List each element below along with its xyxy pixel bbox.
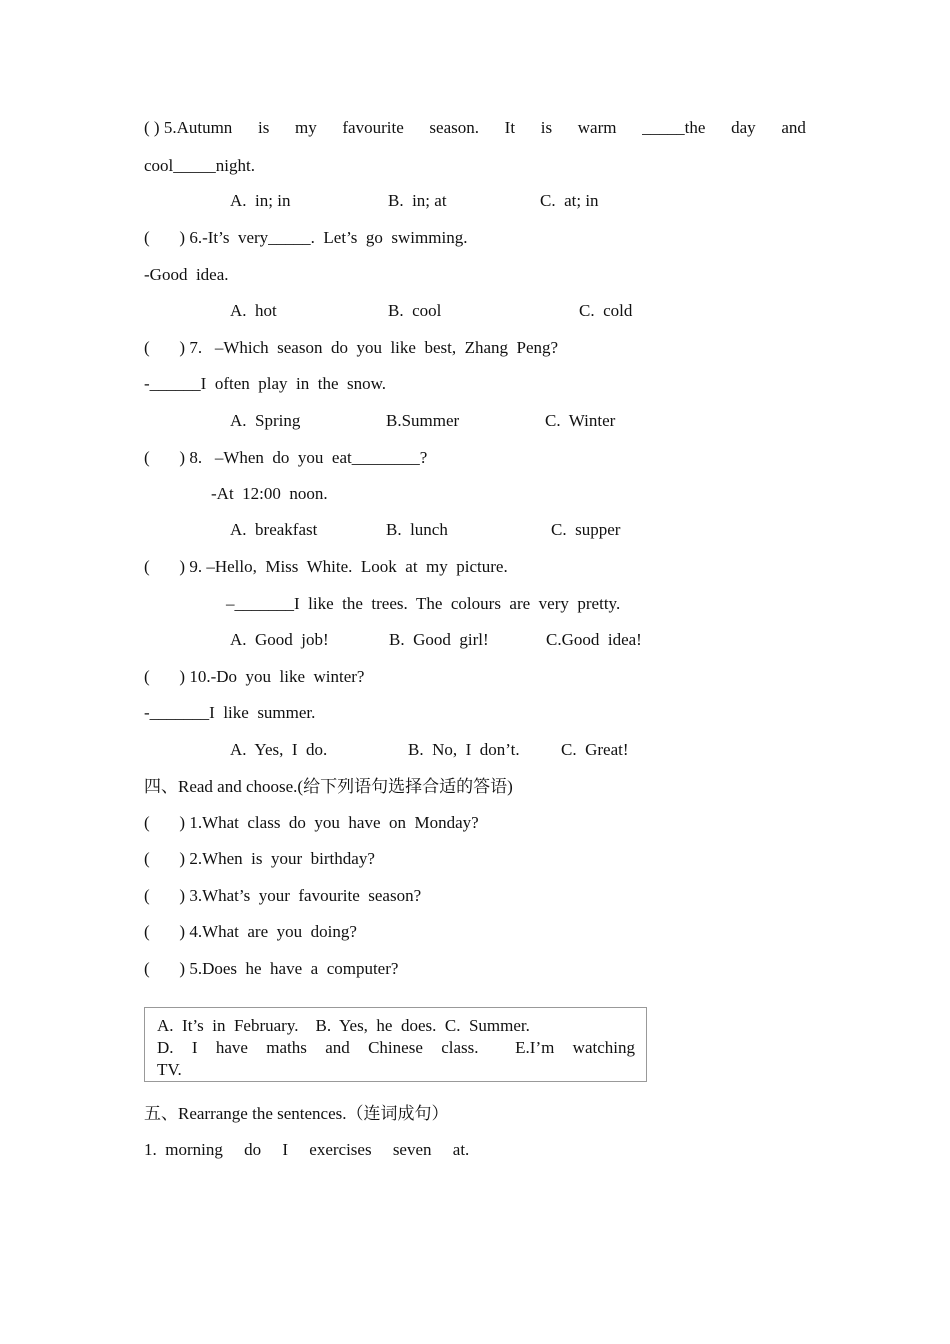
q8-option-b: B. lunch [386, 520, 448, 539]
q9-option-c: C.Good idea! [546, 630, 642, 649]
q10-line1: ( ) 10.-Do you like winter? [144, 667, 365, 686]
answer-box-line2-word: E.I’m [515, 1038, 555, 1057]
q8-line1: ( ) 8. –When do you eat________? [144, 448, 428, 467]
section5-heading: 五、Rearrange the sentences.（连词成句） [144, 1104, 449, 1123]
q5-line1-word: is [540, 118, 553, 137]
q7-line2: -______I often play in the snow. [144, 374, 387, 393]
q5-line1-word: is [257, 118, 270, 137]
q9-line1: ( ) 9. –Hello, Miss White. Look at my picture. [144, 557, 508, 576]
q9-option-a: A. Good job! [230, 630, 329, 649]
q7-line1: ( ) 7. –Which season do you like best, Zhang Peng? [144, 338, 559, 357]
s4-question-2: ( ) 2.When is your birthday? [144, 849, 375, 868]
q6-option-a: A. hot [230, 301, 277, 320]
q5-option-b: B. in; at [388, 191, 447, 210]
q6-option-c: C. cold [579, 301, 633, 320]
q6-line1: ( ) 6.-It’s very_____. Let’s go swimming. [144, 228, 468, 247]
answer-box-line2 [157, 1037, 635, 1059]
q10-option-a: A. Yes, I do. [230, 740, 328, 759]
q5-line1-word: season. [429, 118, 479, 137]
s4-question-3: ( ) 3.What’s your favourite season? [144, 886, 422, 905]
q10-option-c: C. Great! [561, 740, 629, 759]
answer-box-line2-word: have [215, 1038, 248, 1057]
answer-box-line1: A. It’s in February. B. Yes, he does. C. Summer. [157, 1016, 530, 1035]
s5-item-1: 1. morning do I exercises seven at. [144, 1140, 470, 1159]
q8-option-c: C. supper [551, 520, 621, 539]
answer-box-line3: TV. [157, 1060, 182, 1079]
answer-box-line2-word: class. [441, 1038, 479, 1057]
q5-line1-word: It [504, 118, 516, 137]
q9-option-b: B. Good girl! [389, 630, 489, 649]
answer-box-line2-word: maths [266, 1038, 307, 1057]
q5-line1-word: warm [577, 118, 617, 137]
q5-line1-word: favourite [342, 118, 404, 137]
q5-line1 [144, 117, 806, 139]
q10-option-b: B. No, I don’t. [408, 740, 520, 759]
answer-box-line2-word: Chinese [368, 1038, 423, 1057]
q5-line1-word: ( ) 5.Autumn [144, 118, 233, 137]
q5-line2: cool_____night. [144, 156, 255, 175]
q10-line2: -_______I like summer. [144, 703, 316, 722]
s4-question-4: ( ) 4.What are you doing? [144, 922, 357, 941]
q5-line1-word: day [731, 118, 756, 137]
answer-box [144, 1007, 647, 1082]
q7-option-c: C. Winter [545, 411, 616, 430]
answer-box-line2-word: watching [572, 1038, 635, 1057]
q8-line2: -At 12:00 noon. [211, 484, 328, 503]
q5-option-c: C. at; in [540, 191, 599, 210]
answer-box-line2-word: and [325, 1038, 350, 1057]
q9-line2: –_______I like the trees. The colours are very pretty. [226, 594, 621, 613]
q5-line1-word: _____the [642, 118, 706, 137]
q6-line2: -Good idea. [144, 265, 229, 284]
q6-option-b: B. cool [388, 301, 442, 320]
s4-question-5: ( ) 5.Does he have a computer? [144, 959, 399, 978]
q8-option-a: A. breakfast [230, 520, 318, 539]
answer-box-line2-word: I [191, 1038, 198, 1057]
s4-question-1: ( ) 1.What class do you have on Monday? [144, 813, 479, 832]
q5-option-a: A. in; in [230, 191, 291, 210]
q7-option-a: A. Spring [230, 411, 301, 430]
section4-heading: 四、Read and choose.(给下列语句选择合适的答语) [144, 777, 513, 796]
q5-line1-word: and [781, 118, 806, 137]
answer-box-line2-word: D. [157, 1038, 174, 1057]
q7-option-b: B.Summer [386, 411, 460, 430]
q5-line1-word: my [294, 118, 317, 137]
